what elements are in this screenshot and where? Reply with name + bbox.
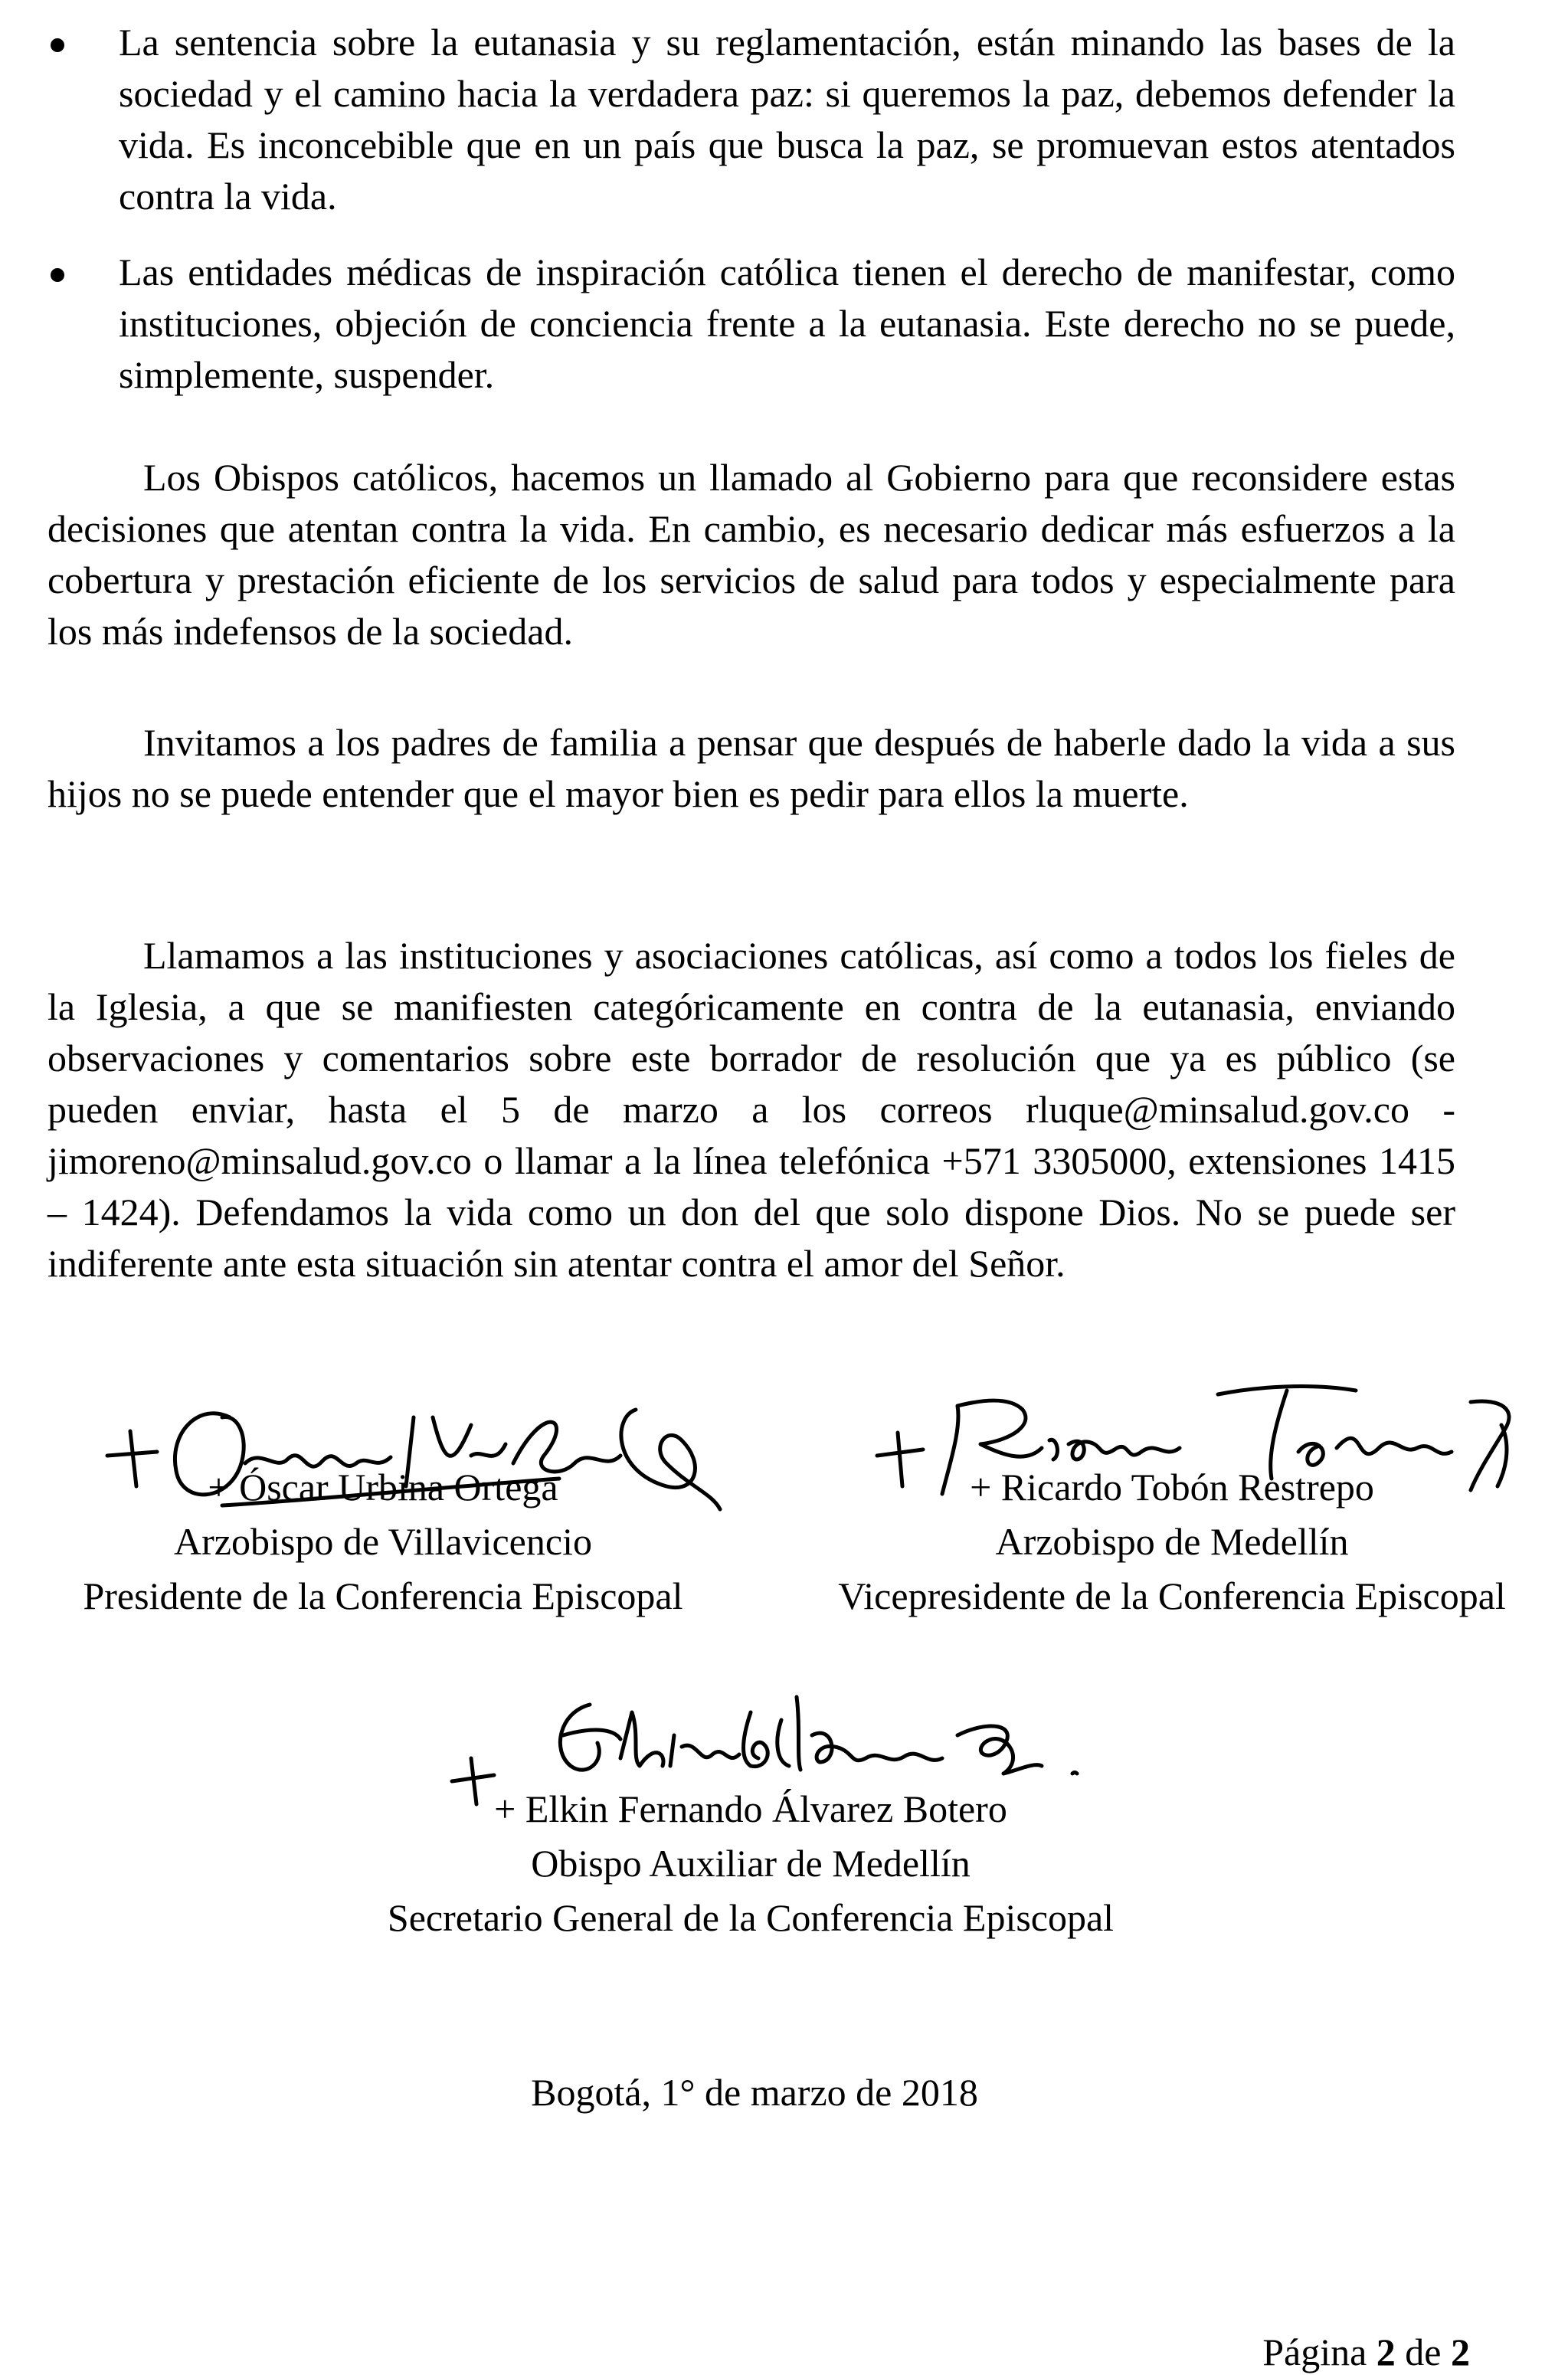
bullet-item <box>46 247 1455 401</box>
signatory-position: Vicepresidente de la Conferencia Episcopal <box>838 1574 1506 1617</box>
signatory-name: + Óscar Urbina Ortega <box>208 1466 558 1509</box>
signatory-position: Presidente de la Conferencia Episcopal <box>83 1574 683 1617</box>
document-date: Bogotá, 1° de marzo de 2018 <box>531 2071 978 2114</box>
paragraph-parents: Invitamos a los padres de familia a pensar que después de haberle dado la vida a sus hijos no se puede entender que el mayor bien es pedir para ellos la muerte. <box>47 721 1455 815</box>
signatory-name: + Elkin Fernando Álvarez Botero <box>494 1787 1007 1830</box>
page-current: 2 <box>1376 2331 1396 2373</box>
bullet-text: La sentencia sobre la eutanasia y su reglamentación, están minando las bases de la sociedad y el camino hacia la verdadera paz: si queremos la paz, debemos defender la vida. Es inconcebible que en un país que busca la paz, se promuevan estos atentados contra la vida. <box>119 21 1455 218</box>
paragraph-call-to-government: Los Obispos católicos, hacemos un llamado al Gobierno para que reconsidere estas decisiones que atentan contra la vida. En cambio, es necesario dedicar más esfuerzos a la cobertura y prestación eficiente de los servicios de salud para todos y especialmente para los más indefensos de la sociedad. <box>47 456 1455 653</box>
page-label: Página <box>1262 2331 1367 2373</box>
signatory-position: Secretario General de la Conferencia Episcopal <box>387 1896 1115 1939</box>
page-number <box>1262 2329 1470 2375</box>
paragraph-institutions: Llamamos a las instituciones y asociaciones católicas, así como a todos los fieles de la Iglesia, a que se manifiesten categóricamente en contra de la eutanasia, enviando observaciones y comentarios sobre este borrador de resolución que ya es público (se pueden enviar, hasta el 5 de marzo a los correos rluque@minsalud.gov.co - jimoreno@minsalud.gov.co o llamar a la línea telefónica +571 3305000, extensiones 1415 – 1424). Defendamos la vida como un don del que solo dispone Dios. No se puede ser indiferente ante esta situación sin atentar contra el amor del Señor. <box>47 934 1455 1285</box>
signatory-block <box>797 1460 1547 1623</box>
bullet-dot-icon <box>51 38 64 52</box>
signatory-role: Obispo Auxiliar de Medellín <box>531 1842 971 1885</box>
signatory-role: Arzobispo de Villavicencio <box>174 1520 592 1563</box>
signatory-role: Arzobispo de Medellín <box>995 1520 1349 1563</box>
signatory-name: + Ricardo Tobón Restrepo <box>970 1466 1374 1509</box>
page-of: de <box>1405 2331 1442 2373</box>
signatory-block <box>31 1460 735 1623</box>
bullet-text: Las entidades médicas de inspiración católica tienen el derecho de manifestar, como instituciones, objeción de conciencia frente a la eutanasia. Este derecho no se puede, simplemente, suspender. <box>119 251 1455 396</box>
page-total: 2 <box>1451 2331 1470 2373</box>
bullet-item <box>46 17 1455 222</box>
bullet-dot-icon <box>51 268 64 282</box>
bullet-list <box>46 17 1455 425</box>
signatory-block <box>291 1782 1210 1945</box>
